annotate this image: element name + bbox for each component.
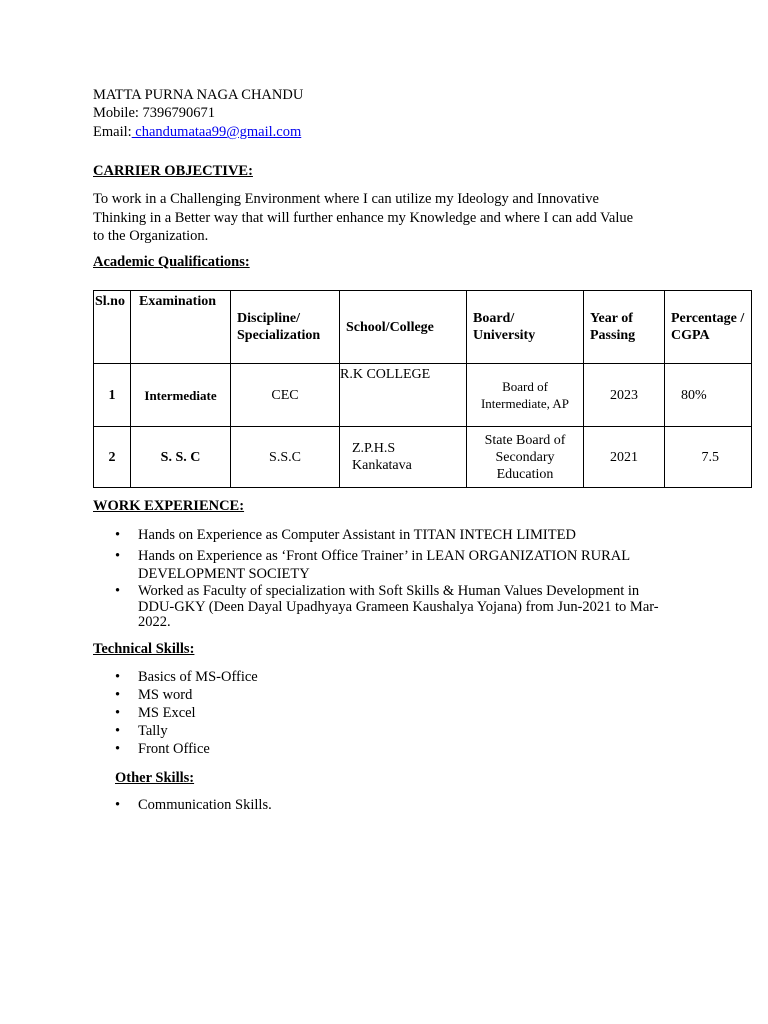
list-item: • Basics of MS-Office bbox=[93, 668, 593, 686]
objective-heading: CARRIER OBJECTIVE: bbox=[93, 163, 253, 179]
email-label: Email: bbox=[93, 124, 132, 140]
email-link[interactable]: chandumataa99@gmail.com bbox=[131, 124, 302, 140]
cell-exam: S. S. C bbox=[131, 427, 231, 488]
col-header: Board/ University bbox=[467, 291, 584, 364]
table-row bbox=[94, 364, 752, 427]
cell-school: R.K COLLEGE bbox=[340, 364, 467, 427]
cell-slno: 2 bbox=[94, 427, 131, 488]
cell-year: 2021 bbox=[584, 427, 665, 488]
cell-board: Board of Intermediate, AP bbox=[467, 364, 584, 427]
mobile-line bbox=[93, 104, 215, 122]
academic-heading: Academic Qualifications: bbox=[93, 254, 250, 270]
col-header: Sl.no bbox=[94, 291, 131, 364]
cell-discipline: CEC bbox=[231, 364, 340, 427]
candidate-name: MATTA PURNA NAGA CHANDU bbox=[93, 87, 304, 103]
col-header: Examination bbox=[131, 291, 231, 364]
list-item: • Worked as Faculty of specialization with Soft Skills & Human Values Development in DDU-GKY (Deen Dayal Upadhyaya Grameen Kaushalya Yojana) from Jun-2021 to Mar-2022. bbox=[93, 584, 678, 631]
cell-percent: 7.5 bbox=[665, 427, 752, 488]
other-heading: Other Skills: bbox=[115, 770, 195, 786]
technical-heading: Technical Skills: bbox=[93, 641, 195, 657]
email-line bbox=[93, 123, 301, 141]
objective-line: To work in a Challenging Environment where I can utilize my Ideology and Innovative bbox=[93, 191, 599, 207]
col-header: Discipline/ Specialization bbox=[231, 291, 340, 364]
list-item: • Hands on Experience as ‘Front Office Trainer’ in LEAN ORGANIZATION RURAL DEVELOPMENT SOCIETY bbox=[93, 547, 678, 583]
cell-board: State Board of Secondary Education bbox=[467, 427, 584, 488]
cell-school: Z.P.H.S Kankatava bbox=[340, 427, 467, 488]
list-item: • Tally bbox=[93, 722, 593, 740]
work-heading: WORK EXPERIENCE: bbox=[93, 498, 245, 514]
technical-list bbox=[93, 668, 593, 758]
list-item: • MS Excel bbox=[93, 704, 593, 722]
other-list bbox=[93, 796, 593, 814]
cell-exam: Intermediate bbox=[131, 364, 231, 427]
col-header: School/College bbox=[340, 291, 467, 364]
list-item: • Hands on Experience as Computer Assistant in TITAN INTECH LIMITED bbox=[93, 526, 678, 544]
table-header-row bbox=[94, 291, 752, 364]
cell-slno: 1 bbox=[94, 364, 131, 427]
col-header: Year of Passing bbox=[584, 291, 665, 364]
mobile-number: 7396790671 bbox=[142, 105, 216, 121]
col-header: Percentage / CGPA bbox=[665, 291, 752, 364]
cell-percent: 80% bbox=[665, 364, 752, 427]
list-item: • MS word bbox=[93, 686, 593, 704]
work-list bbox=[93, 526, 678, 631]
list-item: • Front Office bbox=[93, 740, 593, 758]
mobile-label: Mobile: bbox=[93, 105, 143, 121]
objective-line: Thinking in a Better way that will further enhance my Knowledge and where I can add Value bbox=[93, 209, 634, 226]
academic-table bbox=[93, 290, 752, 488]
cell-year: 2023 bbox=[584, 364, 665, 427]
table-row bbox=[94, 427, 752, 488]
list-item: • Communication Skills. bbox=[93, 796, 593, 814]
objective-line: to the Organization. bbox=[93, 228, 209, 244]
cell-discipline: S.S.C bbox=[231, 427, 340, 488]
objective-text bbox=[93, 190, 693, 246]
